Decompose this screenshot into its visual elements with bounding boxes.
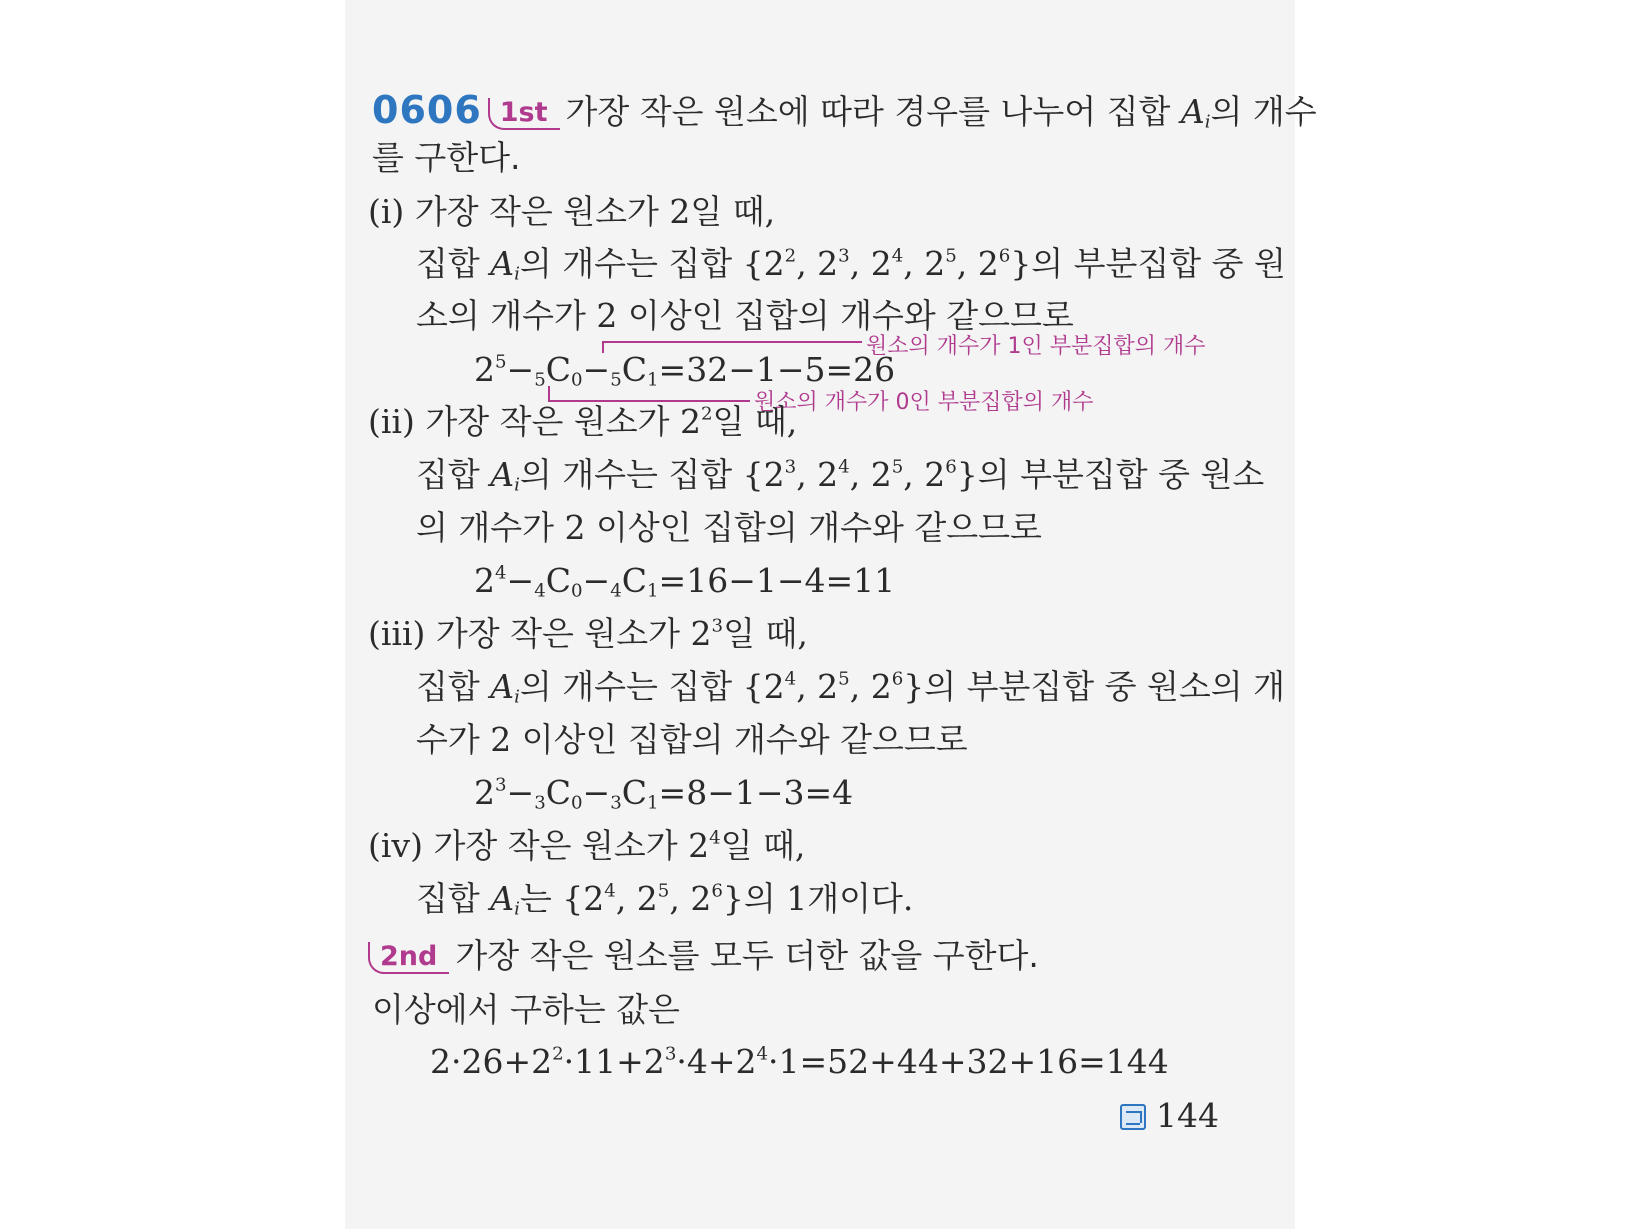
case2-body-line2: 의 개수가 2 이상인 집합의 개수와 같으므로 (416, 508, 1042, 547)
case2-body-line1: 집합 $A_i$의 개수는 집합 {$2^3$, $2^4$, $2^5$, $2^6$}의 부분집합 중 원소 (416, 455, 1265, 496)
case2-label: (ⅱ) (368, 402, 415, 441)
case1-label: (ⅰ) (368, 192, 405, 231)
problem-number: 0606 (372, 88, 482, 132)
annotation-size-one: 원소의 개수가 1인 부분집합의 개수 (866, 334, 1206, 359)
case2-heading: (ⅱ) 가장 작은 원소가 $2^2$일 때, (368, 402, 798, 441)
step1-text-b: 의 개수 (1210, 92, 1317, 131)
case3-formula: $2^3-3C_0-3C_1=8-1-3=4$ (474, 773, 854, 814)
step2-tag: 2nd (368, 942, 449, 974)
final-formula: $2\cdot 26+2^2\cdot 11+2^3\cdot 4+2^4\cdot 1=52+44+32+16=144$ (430, 1042, 1169, 1081)
case1-body-line2: 소의 개수가 2 이상인 집합의 개수와 같으므로 (416, 296, 1074, 335)
case3-label: (ⅲ) (368, 614, 426, 653)
case1-body-line1: 집합 $A_i$의 개수는 집합 {$2^2$, $2^3$, $2^4$, $2^5$, $2^6$}의 부분집합 중 원 (416, 244, 1286, 285)
case4-label: (ⅳ) (368, 826, 423, 865)
case1-heading (368, 192, 775, 232)
step2-header (368, 936, 1039, 976)
problem-header: 0606 1st 가장 작은 원소에 따라 경우를 나누어 집합 $A_i$의 개수 (372, 88, 1317, 133)
step1-text-cont: 를 구한다. (372, 138, 521, 177)
case3-body-line1: 집합 $A_i$의 개수는 집합 {$2^4$, $2^5$, $2^6$}의 부분집합 중 원소의 개 (416, 667, 1285, 708)
answer (1120, 1096, 1219, 1136)
step1-tag: 1st (488, 98, 560, 130)
case1-formula: $2^5-5C_0-5C_1=32-1-5=26$ (474, 350, 896, 391)
case1-head: 가장 작은 원소가 2일 때, (414, 192, 776, 231)
step2-text: 가장 작은 원소를 모두 더한 값을 구한다. (455, 936, 1039, 975)
case4-heading: (ⅳ) 가장 작은 원소가 $2^4$일 때, (368, 826, 806, 865)
step1-text: 가장 작은 원소에 따라 경우를 나누어 집합 (565, 92, 1181, 131)
case2-formula: $2^4-4C_0-4C_1=16-1-4=11$ (474, 561, 896, 602)
answer-value: 144 (1156, 1096, 1219, 1135)
annotation-size-zero: 원소의 개수가 0인 부분집합의 개수 (754, 390, 1094, 415)
annotation-bracket-bottom (548, 386, 750, 402)
case3-heading: (ⅲ) 가장 작은 원소가 $2^3$일 때, (368, 614, 808, 653)
case4-body: 집합 $A_i$는 {$2^4$, $2^5$, $2^6$}의 1개이다. (416, 879, 914, 920)
answer-icon (1120, 1104, 1146, 1130)
case3-body-line2: 수가 2 이상인 집합의 개수와 같으므로 (416, 720, 968, 759)
annotation-bracket-top (602, 341, 862, 353)
step2-intro: 이상에서 구하는 값은 (372, 990, 680, 1029)
